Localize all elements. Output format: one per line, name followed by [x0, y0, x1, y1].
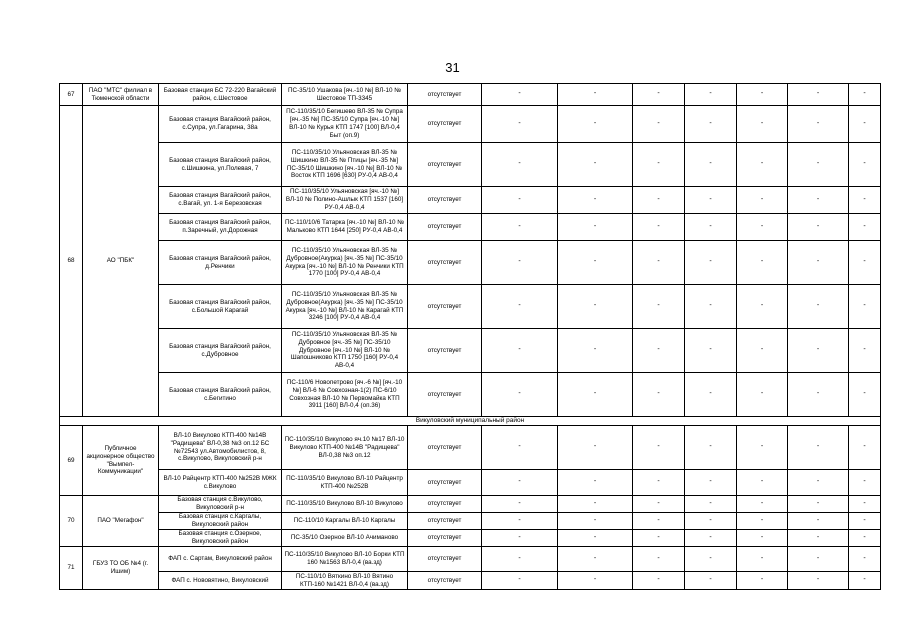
empty-value-cell: -: [558, 547, 633, 572]
empty-value-cell: -: [737, 572, 788, 590]
empty-value-cell: -: [685, 470, 737, 496]
empty-value-cell: -: [482, 84, 558, 106]
status-cell: отсутствует: [408, 572, 482, 590]
empty-value-cell: -: [558, 426, 633, 470]
empty-value-cell: -: [788, 214, 849, 241]
empty-value-cell: -: [849, 214, 881, 241]
empty-value-cell: -: [558, 513, 633, 530]
empty-value-cell: -: [558, 285, 633, 329]
table-row: [60, 241, 881, 285]
supply-source-cell: ПС-110/35/10 Викулово ВЛ-10 Борки КТП 160 №1563 ВЛ-0,4 (ва.зд): [282, 547, 408, 572]
empty-value-cell: -: [633, 513, 685, 530]
supply-source-cell: ПС-110/35/10 Викулово ВЛ-10 Викулово: [282, 496, 408, 513]
empty-value-cell: -: [849, 530, 881, 547]
empty-value-cell: -: [482, 470, 558, 496]
supply-source-cell: ПС-110/35/10 Ульяновская ВЛ-35 № Дубровное(Акурка) [яч.-35 №] ПС-35/10 Акурка [яч.-10 №] ВЛ-10 № Карагай КТП 3246 [100] РУ-0,4 АВ-0,4: [282, 285, 408, 329]
section-row: [60, 417, 881, 426]
empty-value-cell: -: [482, 572, 558, 590]
empty-value-cell: -: [482, 530, 558, 547]
supply-source-cell: ПС-110/35/10 Ульяновская [яч.-10 №] ВЛ-10 № Полино-Ашлык КТП 1537 [160] РУ-0,4 АВ-0,4: [282, 187, 408, 214]
empty-value-cell: -: [633, 426, 685, 470]
table-row: [60, 285, 881, 329]
empty-value-cell: -: [788, 496, 849, 513]
empty-value-cell: -: [482, 143, 558, 187]
object-cell: Базовая станция Вагайский район, с.Большой Карагай: [159, 285, 282, 329]
empty-value-cell: -: [482, 285, 558, 329]
empty-value-cell: -: [685, 84, 737, 106]
supply-source-cell: ПС-110/10 Каргалы ВЛ-10 Каргалы: [282, 513, 408, 530]
table-row: [60, 513, 881, 530]
status-cell: отсутствует: [408, 470, 482, 496]
table-row: [60, 187, 881, 214]
empty-value-cell: -: [849, 373, 881, 417]
row-number: 69: [60, 426, 83, 496]
empty-value-cell: -: [685, 572, 737, 590]
status-cell: отсутствует: [408, 84, 482, 106]
empty-value-cell: -: [737, 187, 788, 214]
organization-name: АО "ПБК": [83, 106, 159, 417]
status-cell: отсутствует: [408, 214, 482, 241]
empty-value-cell: -: [633, 84, 685, 106]
status-cell: отсутствует: [408, 285, 482, 329]
empty-value-cell: -: [737, 470, 788, 496]
supply-source-cell: ПС-35/10 Озерное ВЛ-10 Ачиманово: [282, 530, 408, 547]
row-number: 67: [60, 84, 83, 106]
empty-value-cell: -: [633, 373, 685, 417]
empty-value-cell: -: [482, 329, 558, 373]
table-row: [60, 496, 881, 513]
row-number: 68: [60, 106, 83, 417]
empty-value-cell: -: [633, 214, 685, 241]
object-cell: Базовая станция БС 72-220 Вагайский район, с.Шестовое: [159, 84, 282, 106]
empty-value-cell: -: [737, 285, 788, 329]
status-cell: отсутствует: [408, 373, 482, 417]
empty-value-cell: -: [633, 187, 685, 214]
supply-source-cell: ПС-110/35/10 Ульяновская ВЛ-35 № Дубровное(Акурка) [яч.-35 №] ПС-35/10 Акурка [яч.-10 №] ВЛ-10 № Ренчики КТП 1770 [100] РУ-0,4 АВ-0,4: [282, 241, 408, 285]
empty-value-cell: -: [737, 547, 788, 572]
empty-value-cell: -: [558, 470, 633, 496]
empty-value-cell: -: [849, 329, 881, 373]
object-cell: Базовая станция Вагайский район, с.Супра, ул.Гагарина, 38а: [159, 106, 282, 143]
empty-value-cell: -: [737, 84, 788, 106]
section-title: Викуловский муниципальный район: [60, 417, 881, 426]
table-row: [60, 214, 881, 241]
object-cell: ВЛ-10 Райцентр КТП-400 №252В МЖК с.Викулово: [159, 470, 282, 496]
organization-name: ПАО "Мегафон": [83, 496, 159, 547]
empty-value-cell: -: [558, 572, 633, 590]
empty-value-cell: -: [788, 241, 849, 285]
empty-value-cell: -: [849, 143, 881, 187]
empty-value-cell: -: [482, 496, 558, 513]
empty-value-cell: -: [788, 470, 849, 496]
object-cell: ВЛ-10 Викулово КТП-400 №14В "Радищева" ВЛ-0,38 №3 оп.12 БС №72543 ул.Автомобилистов, 8, с.Викулово, Викуловский р-н: [159, 426, 282, 470]
empty-value-cell: -: [482, 214, 558, 241]
row-number: 70: [60, 496, 83, 547]
empty-value-cell: -: [737, 530, 788, 547]
empty-value-cell: -: [633, 329, 685, 373]
table-row: [60, 373, 881, 417]
empty-value-cell: -: [633, 241, 685, 285]
empty-value-cell: -: [558, 84, 633, 106]
empty-value-cell: -: [685, 513, 737, 530]
empty-value-cell: -: [788, 84, 849, 106]
empty-value-cell: -: [558, 496, 633, 513]
supply-source-cell: ПС-110/35/10 Викулово яч.10 №17 ВЛ-10 Викулово КТП-400 №14В "Радищева" ВЛ-0,38 №3 оп.12: [282, 426, 408, 470]
empty-value-cell: -: [788, 187, 849, 214]
object-cell: ФАП с. Нововятино, Викуловский: [159, 572, 282, 590]
empty-value-cell: -: [737, 329, 788, 373]
status-cell: отсутствует: [408, 426, 482, 470]
status-cell: отсутствует: [408, 329, 482, 373]
status-cell: отсутствует: [408, 143, 482, 187]
object-cell: Базовая станция Вагайский район, с.Вагай, ул. 1-я Березовская: [159, 187, 282, 214]
empty-value-cell: -: [633, 496, 685, 513]
table-row: [60, 547, 881, 572]
empty-value-cell: -: [633, 106, 685, 143]
empty-value-cell: -: [737, 426, 788, 470]
page-number: 31: [445, 60, 460, 75]
empty-value-cell: -: [849, 572, 881, 590]
empty-value-cell: -: [558, 187, 633, 214]
empty-value-cell: -: [737, 496, 788, 513]
empty-value-cell: -: [849, 106, 881, 143]
empty-value-cell: -: [633, 143, 685, 187]
empty-value-cell: -: [849, 513, 881, 530]
empty-value-cell: -: [685, 143, 737, 187]
empty-value-cell: -: [788, 513, 849, 530]
table-row: [60, 329, 881, 373]
object-cell: Базовая станция Вагайский район, с.Шишкина, ул.Полевая, 7: [159, 143, 282, 187]
empty-value-cell: -: [788, 329, 849, 373]
object-cell: Базовая станция с.Каргалы, Викуловский район: [159, 513, 282, 530]
object-cell: Базовая станция Вагайский район, с.Бегитино: [159, 373, 282, 417]
empty-value-cell: -: [849, 84, 881, 106]
empty-value-cell: -: [558, 373, 633, 417]
organization-name: ГБУЗ ТО ОБ №4 (г. Ишим): [83, 547, 159, 590]
empty-value-cell: -: [737, 143, 788, 187]
empty-value-cell: -: [788, 426, 849, 470]
status-cell: отсутствует: [408, 187, 482, 214]
empty-value-cell: -: [737, 241, 788, 285]
status-cell: отсутствует: [408, 496, 482, 513]
organization-name: ПАО "МТС" филиал в Тюменской области: [83, 84, 159, 106]
empty-value-cell: -: [482, 426, 558, 470]
empty-value-cell: -: [788, 530, 849, 547]
table-row: [60, 143, 881, 187]
status-cell: отсутствует: [408, 241, 482, 285]
empty-value-cell: -: [482, 187, 558, 214]
empty-value-cell: -: [482, 547, 558, 572]
empty-value-cell: -: [849, 285, 881, 329]
status-cell: отсутствует: [408, 547, 482, 572]
object-cell: Базовая станция с.Викулово, Викуловский р-н: [159, 496, 282, 513]
empty-value-cell: -: [849, 187, 881, 214]
empty-value-cell: -: [482, 241, 558, 285]
object-cell: Базовая станция Вагайский район, п.Заречный, ул.Дорожная: [159, 214, 282, 241]
empty-value-cell: -: [737, 106, 788, 143]
table-row: [60, 106, 881, 143]
empty-value-cell: -: [685, 496, 737, 513]
table-body: [60, 84, 881, 590]
row-number: 71: [60, 547, 83, 590]
supply-source-cell: ПС-110/10 Вяткино ВЛ-10 Вятино КТП-160 №1421 ВЛ-0,4 (ва.зд): [282, 572, 408, 590]
empty-value-cell: -: [482, 373, 558, 417]
empty-value-cell: -: [737, 214, 788, 241]
status-cell: отсутствует: [408, 513, 482, 530]
object-cell: Базовая станция с.Озерное, Викуловский район: [159, 530, 282, 547]
empty-value-cell: -: [685, 373, 737, 417]
empty-value-cell: -: [788, 572, 849, 590]
supply-source-cell: ПС-110/35/10 Викулово ВЛ-10 Райцентр КТП-400 №252В: [282, 470, 408, 496]
empty-value-cell: -: [685, 187, 737, 214]
object-cell: ФАП с. Сартам, Викуловский район: [159, 547, 282, 572]
supply-source-cell: ПС-110/10/6 Татарка [яч.-10 №] ВЛ-10 № Мальково КТП 1644 [250] РУ-0,4 АВ-0,4: [282, 214, 408, 241]
empty-value-cell: -: [558, 143, 633, 187]
table-row: [60, 426, 881, 470]
empty-value-cell: -: [558, 241, 633, 285]
empty-value-cell: -: [788, 106, 849, 143]
empty-value-cell: -: [633, 572, 685, 590]
table-row: [60, 530, 881, 547]
empty-value-cell: -: [685, 426, 737, 470]
empty-value-cell: -: [558, 214, 633, 241]
empty-value-cell: -: [685, 285, 737, 329]
supply-source-cell: ПС-110/6 Новопетрово [яч.-6 №] [яч.-10 №] ВЛ-6 № Совхозная-1(2) ПС-6/10 Совхозная ВЛ-10 № Первомайка КТП 3911 [160] ВЛ-0,4 (оп.36): [282, 373, 408, 417]
organization-name: Публичное акционерное общество "Вымпел-Коммуникации": [83, 426, 159, 496]
empty-value-cell: -: [633, 547, 685, 572]
empty-value-cell: -: [788, 143, 849, 187]
empty-value-cell: -: [558, 329, 633, 373]
empty-value-cell: -: [788, 285, 849, 329]
empty-value-cell: -: [685, 241, 737, 285]
empty-value-cell: -: [849, 426, 881, 470]
empty-value-cell: -: [685, 547, 737, 572]
table-row: [60, 470, 881, 496]
empty-value-cell: -: [633, 285, 685, 329]
empty-value-cell: -: [849, 470, 881, 496]
status-cell: отсутствует: [408, 106, 482, 143]
empty-value-cell: -: [788, 373, 849, 417]
empty-value-cell: -: [737, 373, 788, 417]
empty-value-cell: -: [558, 530, 633, 547]
table-row: [60, 572, 881, 590]
empty-value-cell: -: [849, 241, 881, 285]
empty-value-cell: -: [685, 329, 737, 373]
empty-value-cell: -: [633, 470, 685, 496]
status-cell: отсутствует: [408, 530, 482, 547]
supply-source-cell: ПС-110/35/10 Ульяновская ВЛ-35 № Дубровное [яч.-35 №] ПС-35/10 Дубровное [яч.-10 №] ВЛ-10 № Шапошниково КТП 1750 [160] РУ-0,4 АВ-0,4: [282, 329, 408, 373]
empty-value-cell: -: [737, 513, 788, 530]
object-cell: Базовая станция Вагайский район, с.Дубровное: [159, 329, 282, 373]
empty-value-cell: -: [685, 214, 737, 241]
table-row: [60, 84, 881, 106]
supply-source-cell: ПС-35/10 Ушакова [яч.-10 №] ВЛ-10 № Шестовое ТП-3345: [282, 84, 408, 106]
supply-source-cell: ПС-110/35/10 Ульяновская ВЛ-35 № Шишкино ВЛ-35 № Птицы [яч.-35 №] ПС-35/10 Шишкино [яч.-10 №] ВЛ-10 № Восток КТП 1696 [630] РУ-0,4 АВ-0,4: [282, 143, 408, 187]
empty-value-cell: -: [685, 530, 737, 547]
object-cell: Базовая станция Вагайский район, д.Ренчики: [159, 241, 282, 285]
empty-value-cell: -: [482, 106, 558, 143]
empty-value-cell: -: [633, 530, 685, 547]
connections-table: [59, 83, 881, 590]
empty-value-cell: -: [849, 547, 881, 572]
empty-value-cell: -: [788, 547, 849, 572]
empty-value-cell: -: [685, 106, 737, 143]
empty-value-cell: -: [558, 106, 633, 143]
empty-value-cell: -: [849, 496, 881, 513]
empty-value-cell: -: [482, 513, 558, 530]
supply-source-cell: ПС-110/35/10 Бегишево ВЛ-35 № Супра [яч.-35 №] ПС-35/10 Супра [яч.-10 №] ВЛ-10 № Курья КТП 1747 [100] ВЛ-0,4 Быт (оп.9): [282, 106, 408, 143]
